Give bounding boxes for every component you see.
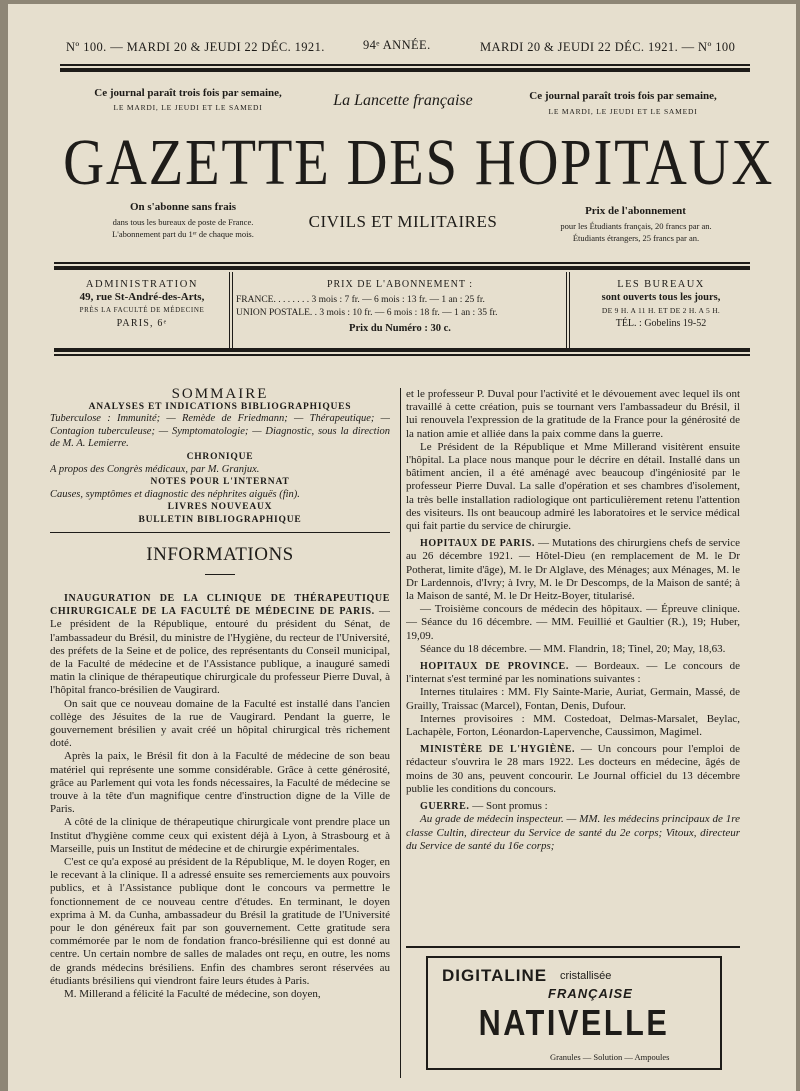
rule — [60, 64, 750, 66]
right-paragraph: Internes provisoires : MM. Costedoat, Delmas-Marsalet, Beylac, Lachapèle, Forton, Léonardon-Lapervenche, Caussimon, Magimel. — [406, 712, 740, 739]
informations-body — [50, 592, 390, 1070]
divider — [229, 272, 230, 348]
right-paragraph: Internes titulaires : MM. Fly Sainte-Marie, Auriat, Germain, Massé, de Grailly, Traissac (Marcel), Fontan, Denis, Dufour. — [406, 686, 740, 712]
bureaux-tel: TÉL. : Gobelins 19-52 — [615, 318, 707, 329]
price-numero: Prix du Numéro : 30 c. — [349, 323, 451, 334]
admin-city: PARIS, 6ᵉ — [116, 318, 168, 329]
rule — [54, 354, 750, 356]
info-paragraph: C'est ce qu'a exposé au président de la République, M. le doyen Roger, en le recevant à la clinique. Il a adressé ensuite ses remerciements aux pouvoirs publics, et à l'Assistance publique dont le concours va permettre le fonctionnement de ce nouveau centre d'études. En terminant, le doyen exprima à M. da Cunha, ambassadeur du Brésil la gratitude de l'Université pour le don généreux fait par son gouvernement. Cette gratitude sera commémorée par le nom de fondation franco-brésilienne qui est donné au centre. Un certain nombre de salles de malades ont reçu, en outre, les noms de grands médecins brésiliens. Enfin des chambres seront réservées au étudiants brésiliens qui viendront faire leurs études à Paris. — [50, 856, 390, 987]
admin-address: 49, rue St-André-des-Arts, — [79, 291, 205, 303]
info-paragraph: — Le président de la République, entouré du président du Sénat, de l'ambassadeur du Brésil, du ministre de l'Hygiène, du recteur de l'Université, des préfets de la Seine et de police, des représentants du Conseil municipal, de la Faculté de médecine et de l'Assistance publique, a inauguré samedi matin la clinique de thérapeutique chirurgicale du professeur Pierre Duval, à l'hôpital franco-brésilien de Vaugirard. — [50, 605, 390, 697]
sommaire-title: SOMMAIRE — [171, 388, 269, 402]
bureaux-block — [573, 278, 749, 346]
issue-header-year: 94ᵉ ANNÉE. — [363, 38, 431, 52]
abonne-line-1: dans tous les bureaux de poste de France. — [112, 217, 254, 227]
right-paragraph: — Sont promus : — [472, 800, 548, 813]
rule — [54, 262, 750, 264]
tagline: La Lancette française — [333, 92, 473, 109]
bureaux-open: sont ouverts tous les jours, — [601, 292, 721, 303]
admin-title: ADMINISTRATION — [85, 279, 199, 290]
advert-brand: NATIVELLE — [478, 1002, 670, 1043]
admin-near: PRÈS LA FACULTÉ DE MÉDECINE — [79, 306, 205, 314]
inauguration-heading: INAUGURATION DE LA CLINIQUE DE THÉRAPEUTIQUE CHIRURGICALE DE LA FACULTÉ DE MÉDECINE DE PARIS. — [50, 593, 390, 618]
informations-title: INFORMATIONS — [146, 544, 294, 565]
divider — [566, 272, 567, 348]
divider — [569, 272, 570, 348]
column-divider — [400, 388, 401, 1078]
info-paragraph: On sait que ce nouveau domaine de la Faculté est installé dans l'ancien collège des Jésuites de la rue de Vaugirard. Pendant la guerre, le gouvernement brésilien y avait créé un hôpital chirurgical très richement doté. — [50, 697, 390, 750]
right-paragraph: — Troisième concours de médecin des hôpitaux. — Épreuve clinique. — Séance du 16 décembre. — MM. Feuillié et Gaultier (R.), 19; Huber, 19,09. — [406, 603, 740, 642]
rule — [406, 946, 740, 948]
rule — [50, 532, 390, 533]
sommaire-entry: Causes, symptômes et diagnostic des néphrites aiguës (fin). — [50, 488, 300, 500]
rule — [60, 68, 750, 72]
advert-origin: FRANÇAISE — [548, 986, 633, 1001]
administration-block — [58, 278, 226, 346]
right-paragraph: — Un concours pour l'emploi de rédacteur s'ouvrira le 28 mars 1922. Les docteurs en médecine, âgés de moins de 30 ans, peuvent concourir. Le Journal officiel du 13 décembre publie les conditions du concours. — [406, 743, 740, 795]
prix-title: Prix de l'abonnement — [585, 205, 686, 217]
rule — [205, 574, 235, 575]
sommaire — [50, 388, 390, 528]
guerre-heading: GUERRE. — [420, 801, 470, 813]
advert-forms: Granules — Solution — Ampoules — [550, 1052, 670, 1062]
newspaper-page — [8, 4, 796, 1091]
abonne-title: On s'abonne sans frais — [129, 201, 237, 213]
info-paragraph: A côté de la clinique de thérapeutique chirurgicale vont prendre place un Institut d'hygiène comme ceux qui existent déjà à Lyon, à Strasbourg et à Marseille, puis un Institut de médecine et de chirurgie expérimentales. — [50, 816, 390, 855]
issue-header-left: Nº 100. — MARDI 20 & JEUDI 22 DÉC. 1921. — [66, 40, 325, 54]
bureaux-hours: DE 9 H. A 11 H. ET DE 2 H. A 5 H. — [601, 306, 721, 315]
advert-product-form: cristallisée — [560, 970, 612, 982]
right-paragraph: — Mutations des chirurgiens chefs de service au 26 décembre 1921. — Hôtel-Dieu (en remplacement de M. le Dr Potherat, limite d'âge), M. le Dr Alglave, des Ménages; aux Ménages, M. le Dr Lardennois, d'Ivry; à Ivry, M. le Dr Descomps, de la Maison de santé; à la Maison de santé, M. le Dr Heitz-Boyer, titularisé. — [406, 537, 740, 603]
sommaire-section: ANALYSES ET INDICATIONS BIBLIOGRAPHIQUES — [88, 401, 352, 412]
sommaire-entry: A propos des Congrès médicaux, par M. Granjux. — [50, 463, 260, 475]
issue-header-right: MARDI 20 & JEUDI 22 DÉC. 1921. — Nº 100 — [480, 40, 736, 54]
notice-right-days: LE MARDI, LE JEUDI ET LE SAMEDI — [548, 107, 698, 116]
prix-line-2: Étudiants étrangers, 25 francs par an. — [572, 233, 700, 243]
abonnement-block — [236, 278, 564, 346]
sommaire-section: NOTES POUR L'INTERNAT — [150, 477, 290, 488]
sommaire-entry: Tuberculose : Immunité; — Remède de Friedmann; — Thérapeutique; — Contagion tuberculeuse; — Symptomatologie; — Diagnostic, sous la direction de M. A. Lemierre. — [50, 413, 390, 450]
digitaline-advert — [426, 956, 722, 1070]
right-paragraph: Au grade de médecin inspecteur. — MM. les médecins principaux de 1re classe Cultin, directeur du Service de santé du 2e corps; Vitoux, directeur du Service de santé du 16e corps; — [406, 813, 740, 852]
info-paragraph: M. Millerand a félicité la Faculté de médecine, son doyen, — [64, 988, 321, 1001]
right-column — [406, 388, 740, 944]
sommaire-section: CHRONIQUE — [186, 451, 254, 462]
notice-left-days: LE MARDI, LE JEUDI ET LE SAMEDI — [113, 103, 263, 112]
rule — [54, 348, 750, 352]
hygiene-heading: MINISTÈRE DE L'HYGIÈNE. — [420, 744, 576, 756]
divider — [232, 272, 233, 348]
abonne-line-2: L'abonnement part du 1ᵉʳ de chaque mois. — [112, 229, 254, 239]
price-france: FRANCE. . . . . . . . 3 mois : 7 fr. — 6 mois : 13 fr. — 1 an : 25 fr. — [236, 295, 485, 305]
abonnement-title: PRIX DE L'ABONNEMENT : — [326, 279, 474, 290]
notice-left: Ce journal paraît trois fois par semaine, — [94, 87, 282, 99]
province-heading: HOPITAUX DE PROVINCE. — [420, 661, 569, 673]
masthead-subtitle: CIVILS ET MILITAIRES — [308, 212, 498, 231]
masthead-title: GAZETTE DES HOPITAUX — [63, 126, 775, 199]
rule — [54, 266, 750, 270]
right-paragraph: et le professeur P. Duval pour l'activité et le dévouement avec lequel ils ont travaillé à cette création, puis se tournant vers l'ambassadeur du Brésil, il lui renouvela l'expression de la gratitude de la France pour la générosité de la nation amie et alliée dans la paix comme dans la guerre. — [406, 388, 740, 440]
right-paragraph: Le Président de la République et Mme Millerand visitèrent ensuite l'hôpital. La place nous manque pour le décrire en détail. Installé dans un bâtiment ancien, il a été aménagé avec beaucoup d'ingéniosité par le professeur Pierre Duval. La salle d'opération et ses chambres d'isolement, la très belle installation radiologique ont particulièrement retenu l'attention des visiteurs. Ils ont beaucoup admiré les laboratoires et le service médical qui fait partie du service de chirurgie. — [406, 440, 740, 533]
prix-line-1: pour les Étudiants français, 20 francs par an. — [560, 221, 712, 231]
hopitaux-heading: HOPITAUX DE PARIS. — [420, 538, 536, 550]
right-paragraph: Séance du 18 décembre. — MM. Flandrin, 18; Tinel, 20; May, 18,63. — [420, 642, 726, 655]
price-union: UNION POSTALE. . 3 mois : 10 fr. — 6 mois : 18 fr. — 1 an : 35 fr. — [236, 308, 498, 318]
sommaire-section: LIVRES NOUVEAUX — [167, 502, 273, 513]
sommaire-section: BULLETIN BIBLIOGRAPHIQUE — [138, 514, 302, 525]
right-paragraph: — Bordeaux. — Le concours de l'internat s'est terminé par les nominations suivantes : — [406, 660, 740, 686]
advert-product: DIGITALINE — [442, 966, 548, 985]
notice-right: Ce journal paraît trois fois par semaine, — [529, 90, 717, 102]
info-paragraph: Après la paix, le Brésil fit don à la Faculté de médecine de son beau matériel qui représente une somme considérable. Grâce à cette générosité, grâce au Parlement qui vota les fonds nécessaires, la Faculté de médecine se trouve à la tête d'un magnifique centre d'instruction digne de la Ville de Paris. — [50, 750, 390, 816]
bureaux-title: LES BUREAUX — [617, 279, 705, 290]
